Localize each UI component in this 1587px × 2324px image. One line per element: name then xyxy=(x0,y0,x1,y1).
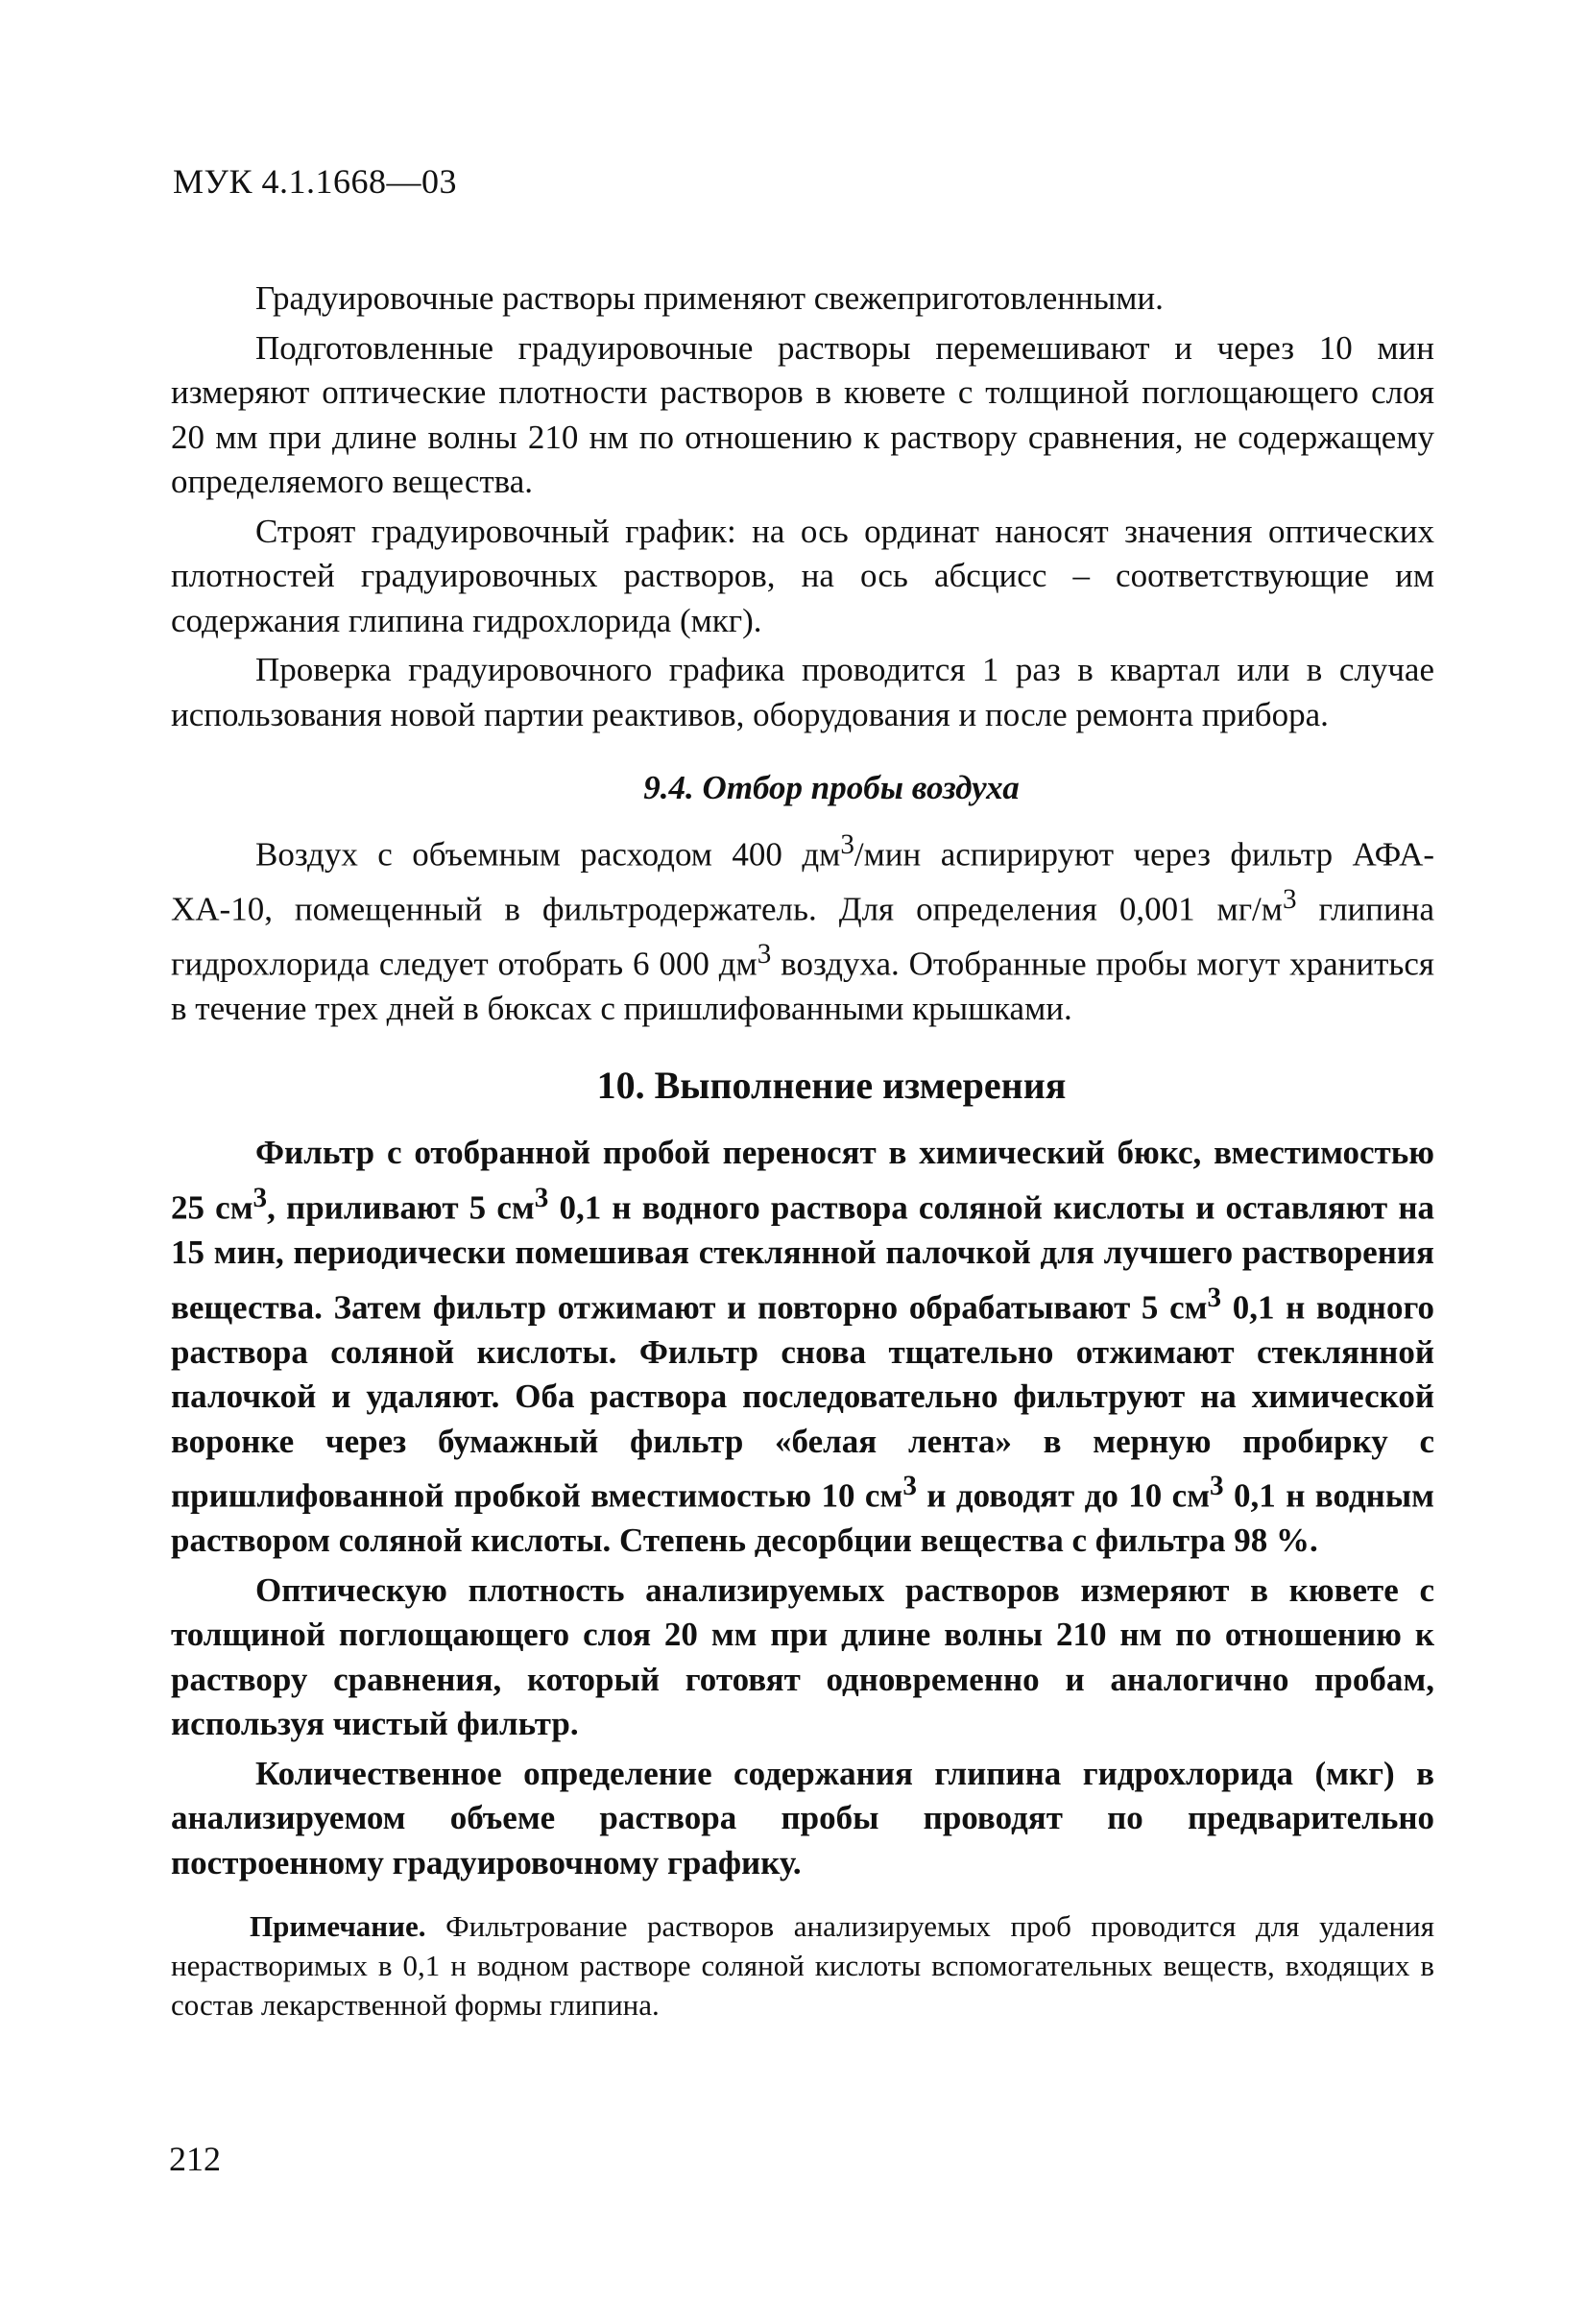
superscript: 3 xyxy=(534,1182,549,1213)
section-10-body xyxy=(171,1131,1434,1885)
paragraph: Подготовленные градуировочные растворы перемешивают и через 10 мин измеряют оптические плотности растворов в кювете с толщиной поглощающего слоя 20 мм при длине волны 210 нм по отношению к раствору сравнения, не содержащему определяемого вещества. xyxy=(171,328,1434,500)
paragraph-air-sampling xyxy=(171,823,1434,1032)
text-run: /мин аспирируют через фильтр АФА-ХА-10, помещенный в фильтродержатель. Для определения 0,001 мг/м xyxy=(171,835,1434,928)
text-run: Воздух с объемным расходом 400 дм xyxy=(255,835,841,874)
subsection-title: 9.4. Отбор пробы воздуха xyxy=(643,769,1020,806)
text-run: глипина гидрохлорида следует отобрать 6 000 дм xyxy=(171,890,1434,983)
note xyxy=(171,1906,1434,2025)
paragraph: Градуировочные растворы применяют свежеприготовленными. xyxy=(255,279,1164,317)
paragraph-measurement xyxy=(171,1131,1434,1563)
text-run: 0,1 н водного раствора соляной кислоты. Фильтр снова тщательно отжимают стеклянной палочкой и удаляют. Оба раствора последовательно фильтруют на химической воронке через бумажный фильтр «белая лента» в мерную пробирку с пришлифованной пробкой вместимостью 10 см xyxy=(171,1288,1434,1515)
text-run: 0,1 н водным раствором соляной кислоты. Степень десорбции вещества с фильтра 98 %. xyxy=(171,1476,1434,1560)
superscript: 3 xyxy=(757,938,772,970)
text-run: и доводят до 10 см xyxy=(916,1476,1211,1515)
paragraph: Оптическую плотность анализируемых растворов измеряют в кювете с толщиной поглощающего слоя 20 мм при длине волны 210 нм по отношению к раствору сравнения, который готовят одновременно и аналогично пробам, используя чистый фильтр. xyxy=(171,1570,1434,1743)
document-body xyxy=(171,276,1434,2025)
superscript: 3 xyxy=(840,828,854,860)
page-number: 212 xyxy=(169,2140,221,2178)
paragraph: Количественное определение содержания глипина гидрохлорида (мкг) в анализируемом объеме раствора пробы проводят по предварительно построенному градуировочному графику. xyxy=(171,1754,1434,1881)
paragraph: Проверка градуировочного графика проводится 1 раз в квартал или в случае использования новой партии реактивов, оборудования и после ремонта прибора. xyxy=(171,651,1434,733)
document-header: МУК 4.1.1668—03 xyxy=(173,162,458,201)
superscript: 3 xyxy=(252,1182,268,1213)
note-label: Примечание. xyxy=(250,1909,426,1944)
superscript: 3 xyxy=(1282,883,1297,915)
text-run: , приливают 5 см xyxy=(267,1188,535,1227)
superscript: 3 xyxy=(1210,1471,1224,1502)
superscript: 3 xyxy=(902,1471,917,1502)
note-text: Фильтрование растворов анализируемых проб проводится для удаления нерастворимых в 0,1 н водном растворе соляной кислоты вспомогательных веществ, входящих в состав лекарственной формы глипина. xyxy=(171,1909,1434,2023)
superscript: 3 xyxy=(1207,1282,1222,1313)
paragraph: Строят градуировочный график: на ось ординат наносят значения оптических плотностей градуировочных растворов, на ось абсцисс – соответствующие им содержания глипина гидрохлорида (мкг). xyxy=(171,512,1434,639)
text-run: воздуха. Отобранные пробы могут храниться в течение трех дней в бюксах с пришлифованными крышками. xyxy=(171,945,1434,1027)
text-run: Фильтр с отобранной пробой переносят в химический бюкс, вместимостью 25 см xyxy=(171,1134,1434,1227)
section-title: 10. Выполнение измерения xyxy=(596,1064,1067,1108)
text-run: 0,1 н водного раствора соляной кислоты и оставляют на 15 мин, периодически помешивая стеклянной палочкой для лучшего растворения вещества. Затем фильтр отжимают и повторно обрабатывают 5 см xyxy=(171,1188,1435,1327)
